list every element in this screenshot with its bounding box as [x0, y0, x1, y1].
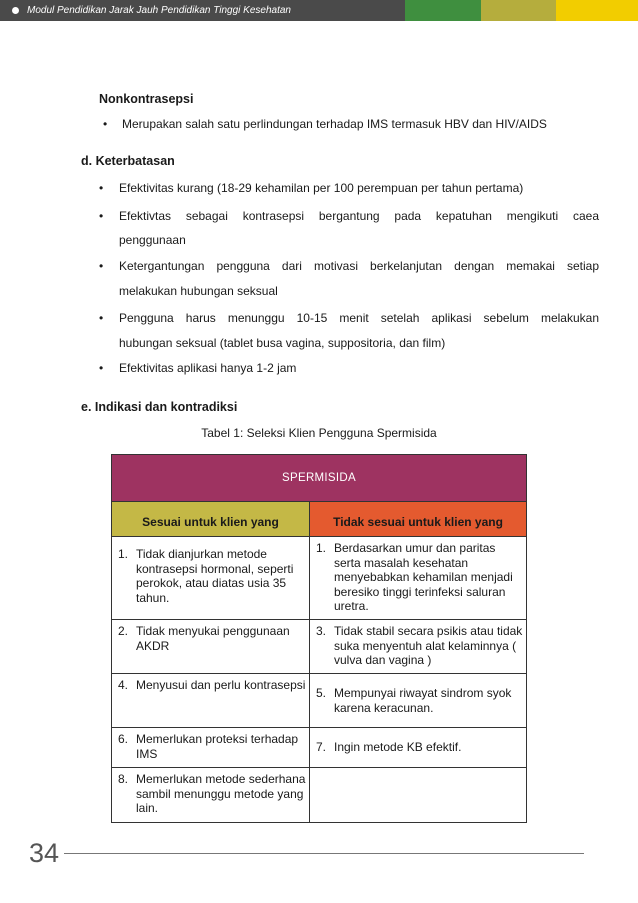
cell-text: Memerlukan metode sederhana sambil menunggu metode yang lain.: [136, 772, 306, 815]
column-header-tidak-sesuai: Tidak sesuai untuk klien yang: [310, 502, 526, 536]
cell-text: Tidak menyukai penggunaan AKDR: [136, 624, 290, 653]
table-cell-tidak-sesuai: [310, 620, 526, 673]
bullet-text: Merupakan salah satu perlindungan terhadap IMS termasuk HBV dan HIV/AIDS: [122, 117, 547, 131]
item-number: 1.: [316, 541, 327, 555]
table-cell-tidak-sesuai: [310, 537, 526, 619]
cell-text: Menyusui dan perlu kontrasepsi: [136, 678, 306, 692]
section-heading-nonkontrasepsi: Nonkontrasepsi: [99, 92, 194, 106]
item-number: 5.: [316, 686, 327, 700]
cell-text: Tidak dianjurkan metode kontrasepsi hormonal, seperti perokok, atau diatas usia 35 tahun.: [136, 547, 294, 605]
page-header: [0, 0, 638, 21]
item-number: 7.: [316, 740, 327, 755]
cell-text: Mempunyai riwayat sindrom syok karena keracunan.: [334, 686, 512, 715]
bullet-text: Pengguna harus menunggu 10-15 menit setelah aplikasi sebelum melakukan: [119, 311, 599, 325]
section-heading-keterbatasan: d. Keterbatasan: [81, 154, 175, 168]
bullet-dot-icon: [12, 7, 19, 14]
bullet-icon: •: [99, 311, 104, 325]
table-cell-sesuai: [112, 674, 310, 727]
item-number: 8.: [118, 772, 129, 786]
table-cell-sesuai: [112, 537, 310, 619]
header-band-green: [405, 0, 481, 21]
footer-divider: [64, 853, 584, 854]
item-number: 2.: [118, 624, 129, 638]
table-header-row: [112, 502, 526, 537]
item-number: [316, 772, 334, 818]
table-cell-tidak-sesuai: [310, 728, 526, 767]
bullet-text-continued: melakukan hubungan seksual: [119, 284, 278, 298]
bullet-icon: •: [99, 259, 104, 273]
item-number: 1.: [118, 547, 129, 561]
page-number: 34: [29, 838, 60, 868]
table-cell-sesuai: [112, 728, 310, 767]
bullet-text: Ketergantungan pengguna dari motivasi berkelanjutan dengan memakai setiap: [119, 259, 599, 273]
item-number: 6.: [118, 732, 129, 746]
table-row: [112, 674, 526, 728]
table-row: [112, 768, 526, 822]
spermisida-table: [111, 454, 527, 823]
bullet-text-continued: penggunaan: [119, 233, 186, 247]
bullet-text: Efektivtas sebagai kontrasepsi bergantung pada kepatuhan mengikuti caea: [119, 209, 599, 223]
cell-text: Ingin metode KB efektif.: [334, 740, 462, 755]
cell-text: Berdasarkan umur dan paritas serta masalah kesehatan menyebabkan kehamilan menjadi beresiko tinggi terinfeksi saluran uretra.: [334, 541, 513, 613]
header-title-bar: [0, 0, 405, 21]
table-row: [112, 728, 526, 768]
table-caption: Tabel 1: Seleksi Klien Pengguna Spermisida: [201, 426, 437, 440]
column-header-sesuai: Sesuai untuk klien yang: [112, 502, 310, 536]
bullet-icon: •: [103, 117, 108, 131]
header-band-yellow: [556, 0, 638, 21]
bullet-text-continued: hubungan seksual (tablet busa vagina, suppositoria, dan film): [119, 336, 446, 350]
bullet-icon: •: [99, 181, 104, 195]
bullet-text: Efektivitas aplikasi hanya 1-2 jam: [119, 361, 297, 375]
table-cell-tidak-sesuai: [310, 674, 526, 727]
cell-text: Tidak stabil secara psikis atau tidak suka menyentuh alat kelaminnya ( vulva dan vagina ): [334, 624, 523, 667]
header-band-olive: [481, 0, 556, 21]
table-row: [112, 620, 526, 674]
item-number: 3.: [316, 624, 327, 638]
table-title: SPERMISIDA: [112, 455, 526, 502]
bullet-icon: •: [99, 209, 104, 223]
header-title: Modul Pendidikan Jarak Jauh Pendidikan Tinggi Kesehatan: [27, 5, 291, 16]
bullet-icon: •: [99, 361, 104, 375]
bullet-text: Efektivitas kurang (18-29 kehamilan per 100 perempuan per tahun pertama): [119, 181, 524, 195]
table-cell-sesuai: [112, 620, 310, 673]
table-cell-tidak-sesuai: [310, 768, 526, 822]
table-row: [112, 537, 526, 620]
section-heading-indikasi: e. Indikasi dan kontradiksi: [81, 400, 238, 414]
item-number: 4.: [118, 678, 129, 692]
cell-text: Memerlukan proteksi terhadap IMS: [136, 732, 299, 761]
cell-text: [334, 772, 523, 818]
table-cell-sesuai: [112, 768, 310, 822]
